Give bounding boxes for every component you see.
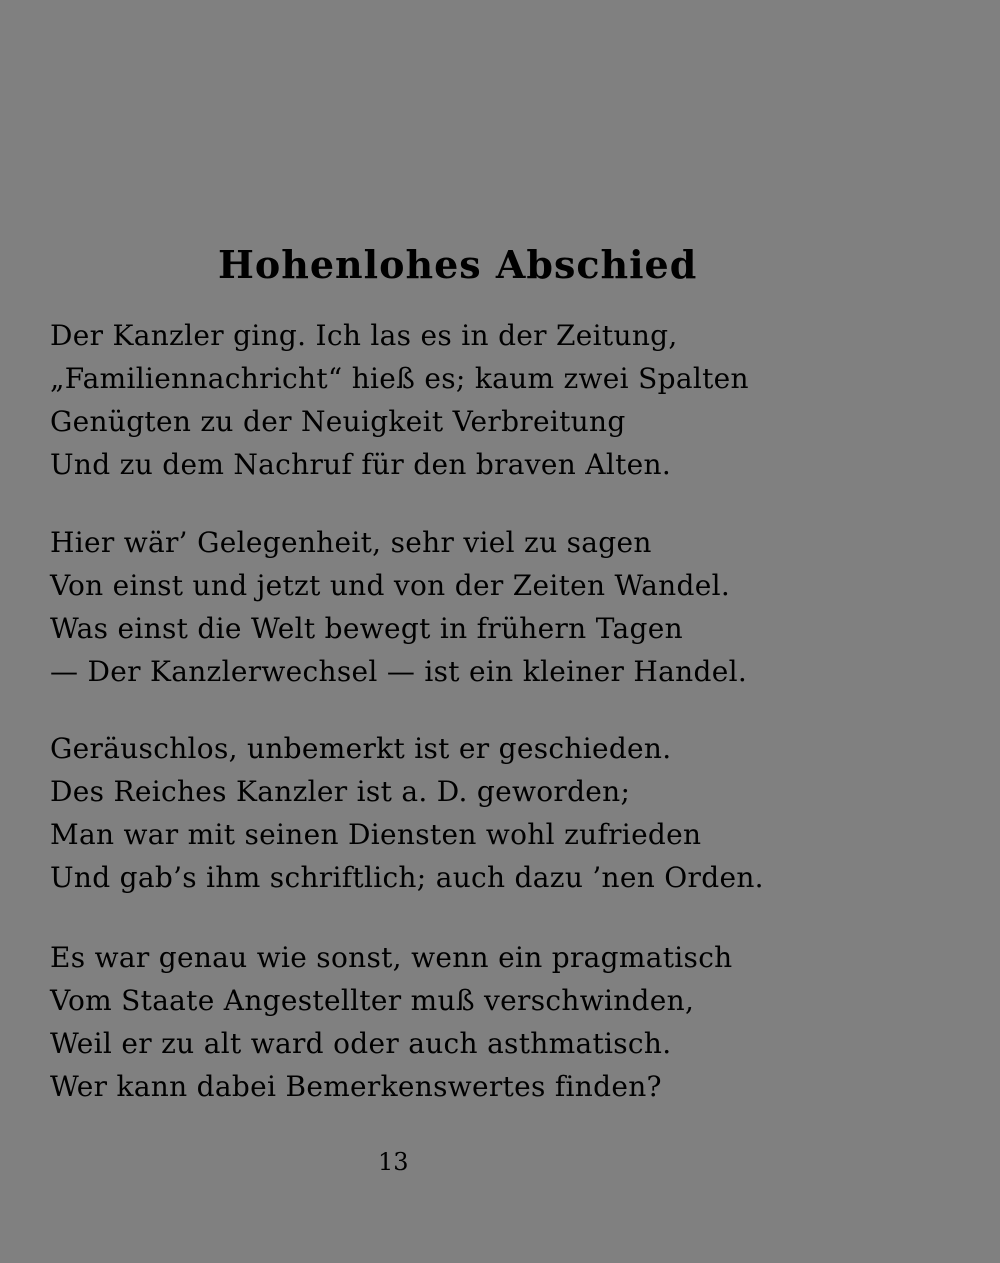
verse-line: — Der Kanzlerwechsel — ist ein kleiner Handel.	[50, 655, 748, 688]
verse-line: Von einst und jetzt und von der Zeiten Wandel.	[50, 569, 731, 602]
verse-line: Hier wär’ Gelegenheit, sehr viel zu sagen	[50, 526, 652, 559]
stanza-2	[50, 521, 770, 693]
verse-line: Was einst die Welt bewegt in frühern Tagen	[50, 612, 683, 645]
poem-title: Hohenlohes Abschied	[218, 242, 698, 287]
verse-line: Man war mit seinen Diensten wohl zufrieden	[50, 818, 702, 851]
verse-line: Und zu dem Nachruf für den braven Alten.	[50, 448, 672, 481]
verse-line: Wer kann dabei Bemerkenswertes finden?	[50, 1070, 662, 1103]
verse-line: Und gab’s ihm schriftlich; auch dazu ’nen Orden.	[50, 861, 764, 894]
verse-line: „Familiennachricht“ hieß es; kaum zwei Spalten	[50, 362, 749, 395]
verse-line: Geräuschlos, unbemerkt ist er geschieden.	[50, 732, 672, 765]
verse-line: Vom Staate Angestellter muß verschwinden,	[50, 984, 695, 1017]
verse-line: Genügten zu der Neuigkeit Verbreitung	[50, 405, 626, 438]
stanza-1	[50, 314, 770, 486]
verse-line: Es war genau wie sonst, wenn ein pragmatisch	[50, 941, 733, 974]
verse-line: Der Kanzler ging. Ich las es in der Zeitung,	[50, 319, 678, 352]
verse-line: Weil er zu alt ward oder auch asthmatisch.	[50, 1027, 672, 1060]
page-number: 13	[378, 1148, 409, 1176]
stanza-4	[50, 936, 770, 1108]
verse-line: Des Reiches Kanzler ist a. D. geworden;	[50, 775, 631, 808]
stanza-3	[50, 727, 770, 899]
